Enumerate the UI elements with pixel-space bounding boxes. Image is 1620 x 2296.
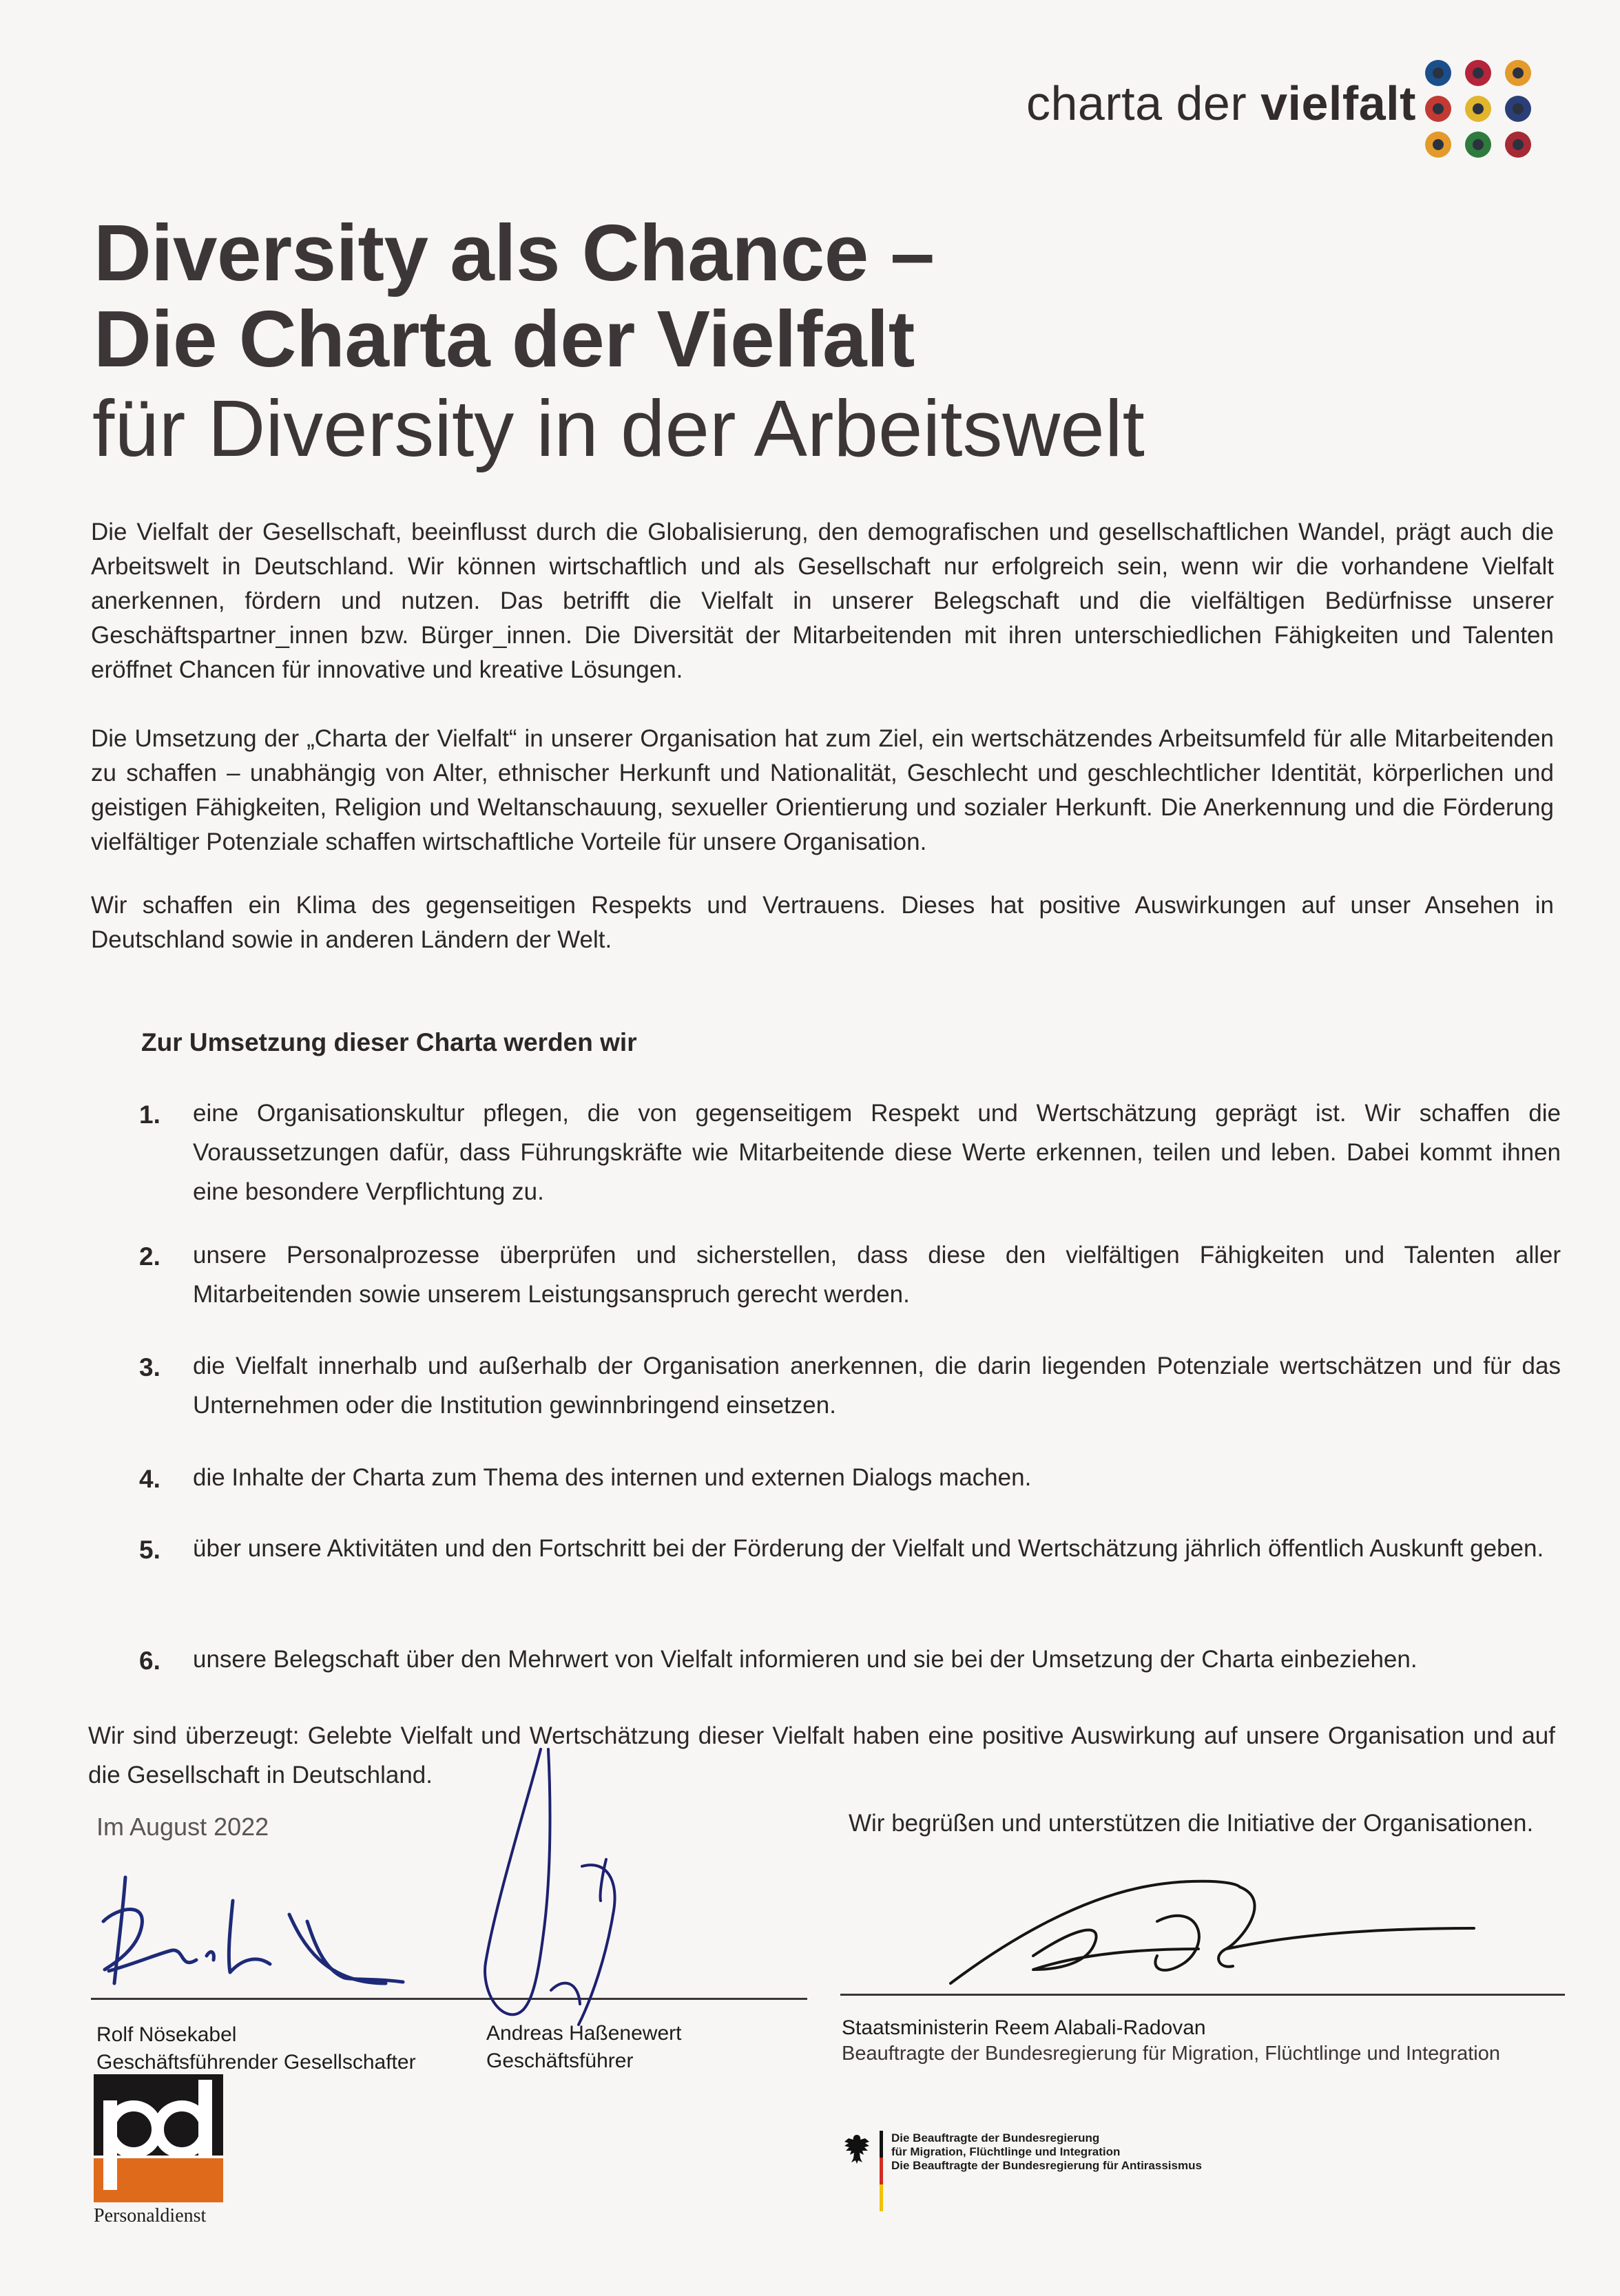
- list-item-text: unsere Belegschaft über den Mehrwert von Vielfalt informieren und sie bei der Umsetzung der Charta einbeziehen.: [193, 1646, 1418, 1673]
- logo-word-regular: charta der: [1026, 76, 1261, 130]
- list-item-number: 6.: [139, 1647, 160, 1675]
- logo-dot-center: [1473, 67, 1484, 79]
- logo-dot-center: [1513, 67, 1524, 79]
- gov-block-line-3: Die Beauftragte der Bundesregierung für Antirassismus: [891, 2159, 1202, 2172]
- pd-personaldienst-logo-icon: [94, 2074, 223, 2202]
- list-item-text: die Vielfalt innerhalb und außerhalb der Organisation anerkennen, die darin liegenden Potenziale wertschätzen und für das Unternehmen oder die Institution gewinnbringend einsetzen.: [193, 1353, 1561, 1419]
- list-item-number: 2.: [139, 1242, 160, 1271]
- signer-role: Geschäftsführer: [486, 2049, 634, 2072]
- signature-noesekabel: [103, 1877, 403, 1983]
- signature-line-right: [840, 1994, 1565, 1996]
- logo-dot-center: [1473, 103, 1484, 114]
- list-item-text: über unsere Aktivitäten und den Fortschritt bei der Förderung der Vielfalt und Wertschätzung jährlich öffentlich Auskunft geben.: [193, 1535, 1544, 1562]
- logo-dot-center: [1473, 139, 1484, 150]
- logo-word-bold: vielfalt: [1260, 76, 1416, 130]
- pd-logo-caption: Personaldienst: [94, 2205, 207, 2226]
- support-statement: Wir begrüßen und unterstützen die Initiative der Organisationen.: [849, 1810, 1534, 1837]
- logo-dot-center: [1513, 139, 1524, 150]
- gov-block-line-2: für Migration, Flüchtlinge und Integration: [891, 2145, 1121, 2158]
- list-item-number: 1.: [139, 1100, 160, 1129]
- logo-dot-center: [1433, 139, 1444, 150]
- title-line-2: Die Charta der Vielfalt: [94, 294, 915, 384]
- paragraph-2: Die Umsetzung der „Charta der Vielfalt“ in unserer Organisation hat zum Ziel, ein wertschätzendes Arbeitsumfeld für alle Mitarbeitenden zu schaffen – unabhängig von Alter, ethnischer Herkunft und Nationalität, Geschlecht und geschlechtlicher Identität, körperlichen und geistigen Fähigkeiten, Religion und Weltanschauung, sexueller Orientierung und sozialer Herkunft. Die Anerkennung und die Förderung vielfältiger Potenziale schaffen wirtschaftliche Vorteile für unsere Organisation.: [91, 725, 1554, 855]
- list-item-number: 5.: [139, 1536, 160, 1564]
- title-line-1: Diversity als Chance –: [94, 208, 935, 298]
- charta-logo-wordmark: [1026, 76, 1416, 131]
- signer-noesekabel: [96, 2021, 416, 2076]
- signer-role: Geschäftsführender Gesellschafter: [96, 2051, 416, 2074]
- closing-statement: Wir sind überzeugt: Gelebte Vielfalt und Wertschätzung dieser Vielfalt haben eine positive Auswirkung auf unsere Organisation und auf die Gesellschaft in Deutschland.: [88, 1722, 1555, 1788]
- signer-name: Rolf Nösekabel: [96, 2023, 237, 2046]
- list-item-text: eine Organisationskultur pflegen, die von gegenseitigem Respekt und Wertschätzung geprägt ist. Wir schaffen die Voraussetzungen dafür, dass Führungskräfte wie Mitarbeitende diese Werte erkennen, teilen und leben. Dabei kommt ihnen eine besondere Verpflichtung zu.: [193, 1100, 1561, 1205]
- gov-block-line-1: Die Beauftragte der Bundesregierung: [891, 2131, 1100, 2144]
- federal-eagle-icon: [842, 2132, 872, 2165]
- signer-alabali-radovan-role: Beauftragte der Bundesregierung für Migration, Flüchtlinge und Integration: [842, 2043, 1500, 2065]
- signer-hassenewert: [486, 2020, 681, 2075]
- list-item-text: unsere Personalprozesse überprüfen und sicherstellen, dass diese den vielfältigen Fähigkeiten und Talenten aller Mitarbeitenden sowie unserem Leistungsanspruch gerecht werden.: [193, 1242, 1561, 1308]
- logo-dot-center: [1433, 103, 1444, 114]
- list-item-text: die Inhalte der Charta zum Thema des internen und externen Dialogs machen.: [193, 1464, 1032, 1491]
- list-item-number: 4.: [139, 1465, 160, 1493]
- german-flag-bar-icon: [880, 2131, 883, 2211]
- logo-dot-center: [1433, 67, 1444, 79]
- list-item-number: 3.: [139, 1353, 160, 1381]
- title-line-3: für Diversity in der Arbeitswelt: [92, 384, 1145, 473]
- signing-date: Im August 2022: [96, 1813, 269, 1841]
- signer-alabali-radovan-name: Staatsministerin Reem Alabali-Radovan: [842, 2016, 1206, 2039]
- charta-logo-dots-icon: [1420, 58, 1537, 161]
- signer-name: Andreas Haßenewert: [486, 2022, 682, 2045]
- paragraph-3: Wir schaffen ein Klima des gegenseitigen Respekts und Vertrauens. Dieses hat positive Auswirkungen auf unser Ansehen in Deutschland sowie in anderen Ländern der Welt.: [91, 892, 1554, 953]
- logo-dot-center: [1513, 103, 1524, 114]
- paragraph-1: Die Vielfalt der Gesellschaft, beeinflusst durch die Globalisierung, den demografischen und gesellschaftlichen Wandel, prägt auch die Arbeitswelt in Deutschland. Wir können wirtschaftlich und als Gesellschaft nur erfolgreich sein, wenn wir die vorhandene Vielfalt anerkennen, fördern und nutzen. Das betrifft die Vielfalt in unserer Belegschaft und die vielfältigen Bedürfnisse unserer Geschäftspartner_innen bzw. Bürger_innen. Die Diversität der Mitarbeitenden mit ihren unterschiedlichen Fähigkeiten und Talenten eröffnet Chancen für innovative und kreative Lösungen.: [91, 519, 1554, 683]
- signature-alabali-radovan: [951, 1881, 1474, 1983]
- signature-line-left: [91, 1998, 807, 2000]
- section-subheading: Zur Umsetzung dieser Charta werden wir: [141, 1028, 637, 1056]
